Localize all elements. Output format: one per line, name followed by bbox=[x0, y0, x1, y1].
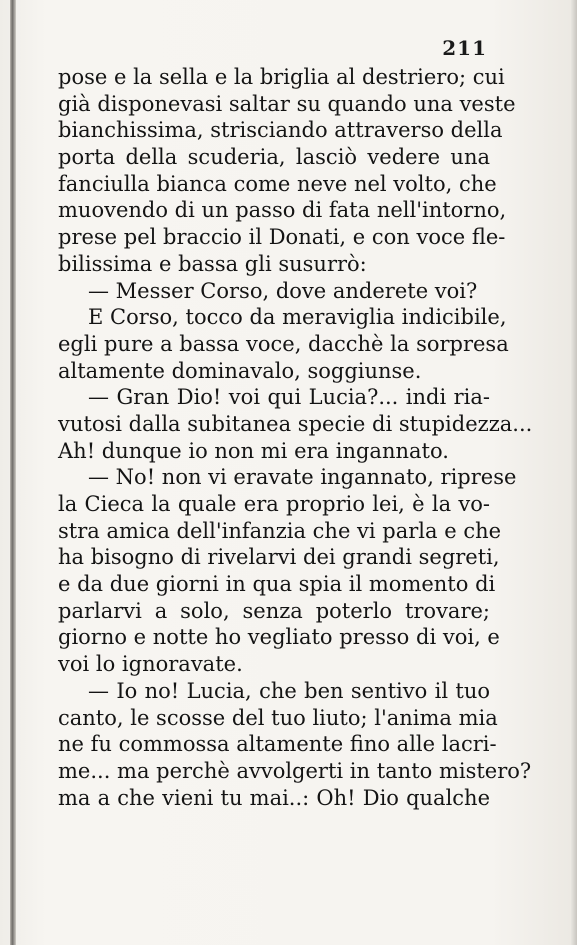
text-line: egli pure a bassa voce, dacchè la sorpresa bbox=[58, 331, 509, 356]
text-line: giorno e notte ho vegliato presso di voi, e bbox=[58, 625, 500, 650]
text-line: Ah! dunque io non mi era ingannato. bbox=[58, 438, 449, 463]
text-line: — Messer Corso, dove anderete voi? bbox=[88, 278, 478, 303]
text-line: altamente dominavalo, soggiunse. bbox=[58, 358, 422, 383]
page-right-edge bbox=[571, 0, 577, 945]
text-line: parlarvi a solo, senza poterlo trovare; bbox=[58, 598, 490, 623]
text-line: vutosi dalla subitanea specie di stupidezza... bbox=[58, 411, 533, 436]
text-line: già disponevasi saltar su quando una veste bbox=[58, 91, 516, 116]
text-line: pose e la sella e la briglia al destriero; cui bbox=[58, 65, 505, 89]
text-line: prese pel braccio il Donati, e con voce fle- bbox=[58, 225, 506, 250]
text-line: — Gran Dio! voi qui Lucia?... indi ria- bbox=[88, 385, 490, 410]
text-line: — No! non vi eravate ingannato, riprese bbox=[88, 465, 517, 490]
text-line: ne fu commossa altamente fino alle lacri- bbox=[58, 732, 497, 757]
text-line: ha bisogno di rivelarvi dei grandi segreti, bbox=[58, 545, 500, 570]
text-line: — Io no! Lucia, che ben sentivo il tuo bbox=[88, 678, 490, 703]
text-line: la Cieca la quale era proprio lei, è la vo- bbox=[58, 492, 490, 516]
body-text bbox=[58, 64, 533, 811]
text-line: e da due giorni in qua spia il momento di bbox=[58, 572, 496, 597]
text-line: muovendo di un passo di fata nell'intorno, bbox=[58, 198, 507, 223]
page-number: 211 bbox=[442, 36, 487, 60]
text-line: ma a che vieni tu mai..: Oh! Dio qualche bbox=[58, 785, 490, 810]
text-line: canto, le scosse del tuo liuto; l'anima mia bbox=[58, 705, 498, 730]
page-binding-edge bbox=[10, 0, 16, 945]
text-line: porta della scuderia, lasciò vedere una bbox=[58, 145, 490, 170]
text-line: bilissima e bassa gli susurrò: bbox=[58, 251, 367, 276]
text-line: voi lo ignoravate. bbox=[58, 652, 243, 677]
text-line: stra amica dell'infanzia che vi parla e che bbox=[58, 518, 502, 543]
text-line: fanciulla bianca come neve nel volto, che bbox=[58, 171, 497, 196]
text-line: E Corso, tocco da meraviglia indicibile, bbox=[88, 305, 507, 330]
text-line: bianchissima, strisciando attraverso della bbox=[58, 118, 503, 143]
text-line: me... ma perchè avvolgerti in tanto mistero? bbox=[58, 758, 532, 783]
